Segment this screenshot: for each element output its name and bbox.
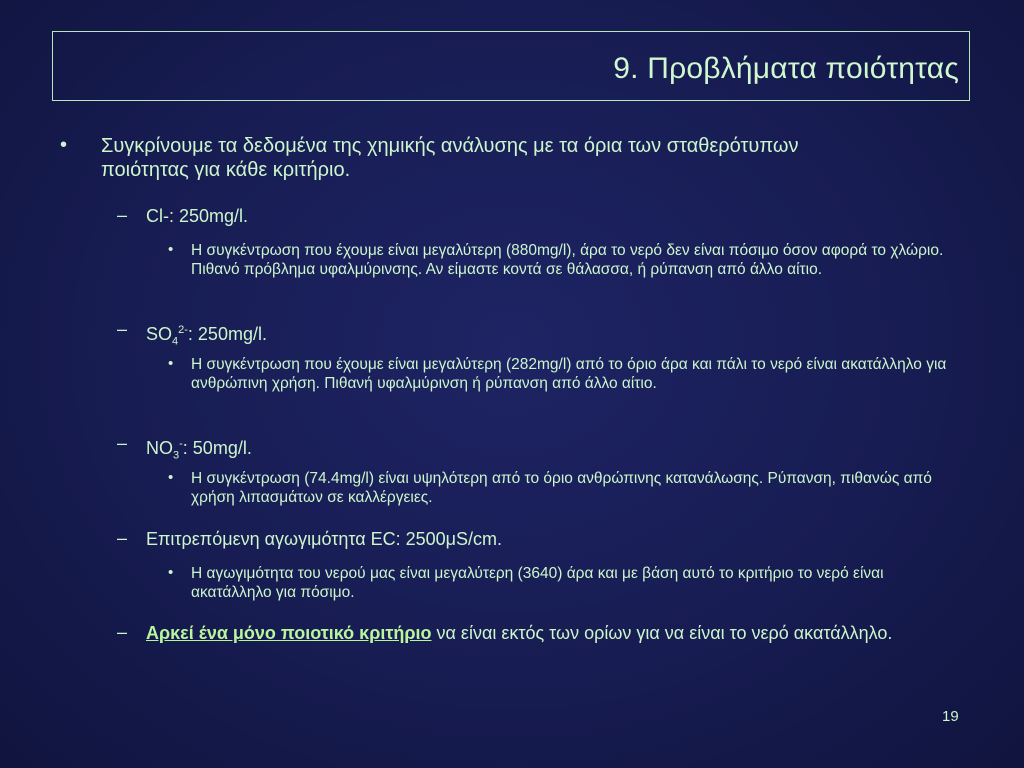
sulfate-formula: SO xyxy=(146,324,173,344)
sulfate-limit: : 250mg/l. xyxy=(187,324,267,344)
sulfate-subscript: 4 xyxy=(172,335,179,348)
conclusion xyxy=(146,622,966,645)
bullet-icon: • xyxy=(168,355,174,372)
dash-icon: – xyxy=(117,528,128,548)
criterion-conductivity-detail: Η αγωγιμότητα του νερού μας είναι μεγαλύτερη (3640) άρα και με βάση αυτό το κριτήριο το νερό είναι ακατάλληλο για πόσιμο. xyxy=(191,565,884,601)
criterion-sulfate-detail: Η συγκέντρωση που έχουμε είναι μεγαλύτερη (282mg/l) από το όριο άρα και πάλι το νερό είναι ακατάλληλο για ανθρώπινη χρήση. Πιθανή υφαλμύρινση ή ρύπανση από άλλο αίτιο. xyxy=(191,356,947,392)
slide-title: 9. Προβλήματα ποιότητας xyxy=(613,52,959,85)
nitrate-subscript: 3 xyxy=(173,449,180,462)
intro-text: Συγκρίνουμε τα δεδομένα της χημικής ανάλυσης με τα όρια των σταθερότυπων ποιότητας για κάθε κριτήριο. xyxy=(101,135,799,181)
criterion-sulfate xyxy=(146,319,267,354)
dash-icon: – xyxy=(117,205,128,225)
criterion-conductivity: Επιτρεπόμενη αγωγιμότητα EC: 2500μS/cm. xyxy=(146,529,503,549)
conclusion-emphasis: Αρκεί ένα μόνο ποιοτικό κριτήριο xyxy=(146,623,432,643)
criterion-chloride: Cl-: 250mg/l. xyxy=(146,206,249,226)
nitrate-formula: NO xyxy=(146,438,173,458)
title-box xyxy=(52,31,970,101)
conclusion-rest: να είναι εκτός των ορίων για να είναι το νερό ακατάλληλο. xyxy=(431,623,893,643)
dash-icon: – xyxy=(117,622,128,642)
dash-icon: – xyxy=(117,433,128,453)
page-number: 19 xyxy=(942,708,959,725)
nitrate-limit: : 50mg/l. xyxy=(182,438,252,458)
bullet-icon: • xyxy=(60,134,68,156)
dash-icon: – xyxy=(117,319,128,339)
bullet-icon: • xyxy=(168,564,174,581)
nitrate-superscript: - xyxy=(179,438,183,450)
bullet-icon: • xyxy=(168,469,174,486)
criterion-chloride-detail: Η συγκέντρωση που έχουμε είναι μεγαλύτερη (880mg/l), άρα το νερό δεν είναι πόσιμο όσον αφορά το χλώριο. Πιθανό πρόβλημα υφαλμύρινσης. Αν είμαστε κοντά σε θάλασσα, ή ρύπανση από άλλο αίτιο. xyxy=(191,242,944,278)
bullet-icon: • xyxy=(168,241,174,258)
sulfate-superscript: 2- xyxy=(178,324,188,336)
criterion-nitrate xyxy=(146,433,252,468)
criterion-nitrate-detail: Η συγκέντρωση (74.4mg/l) είναι υψηλότερη από το όριο ανθρώπινης κατανάλωσης. Ρύπανση, πιθανώς από χρήση λιπασμάτων σε καλλέργειες. xyxy=(191,470,932,506)
